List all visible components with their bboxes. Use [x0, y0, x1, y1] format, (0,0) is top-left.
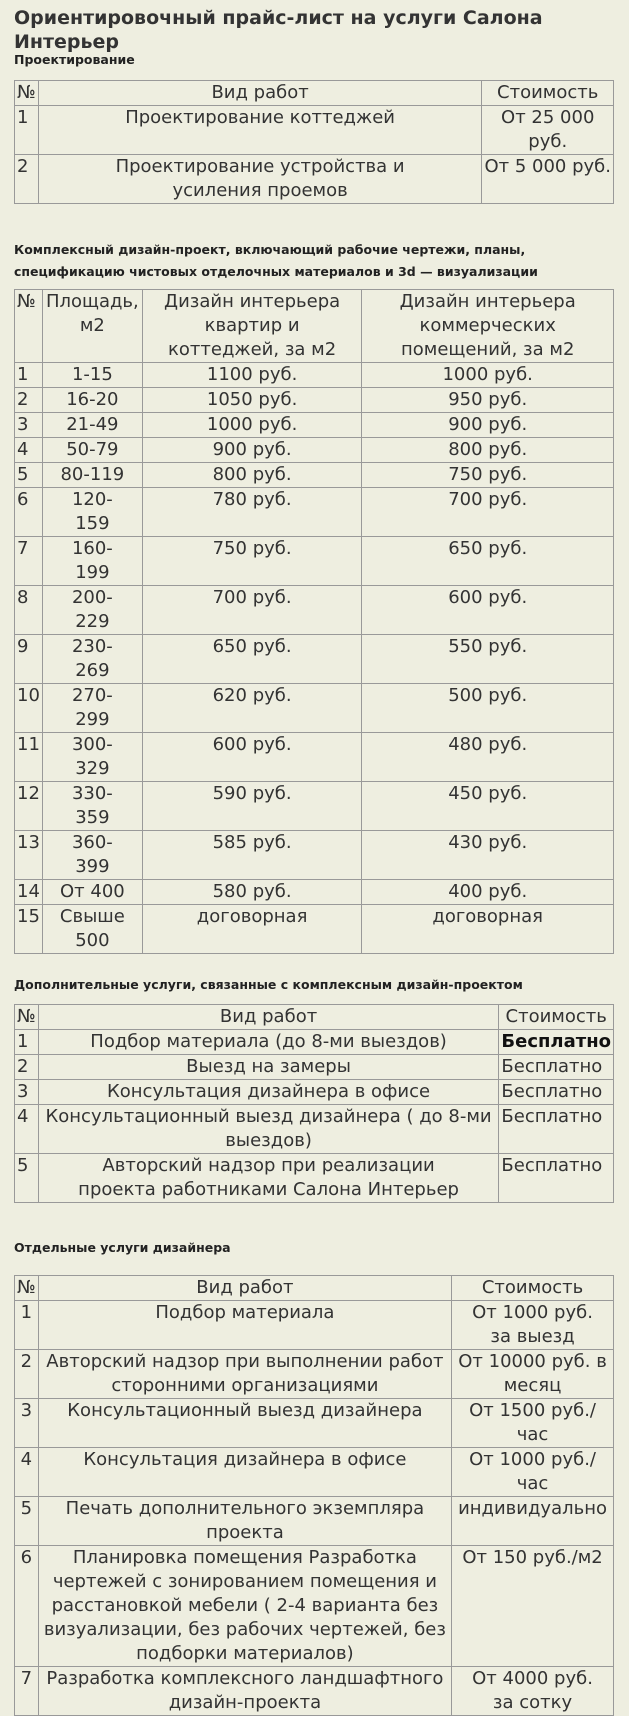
row-number: 1 [15, 363, 43, 388]
row-number: 3 [15, 413, 43, 438]
row-number: 4 [15, 438, 43, 463]
row-number: 15 [15, 905, 43, 954]
row-work: Подбор материала (до 8-ми выездов) [38, 1030, 499, 1055]
row-area: Свыше 500 [42, 905, 142, 954]
row-work: Проектирование устройства и усиления проемов [38, 155, 482, 204]
row-number: 5 [15, 1154, 39, 1203]
row-residential-price: 590 руб. [142, 782, 362, 831]
column-header-number: № [15, 81, 39, 106]
row-residential-price: 600 руб. [142, 733, 362, 782]
row-area: 50-79 [42, 438, 142, 463]
row-residential-price: 750 руб. [142, 537, 362, 586]
row-work: Консультационный выезд дизайнера ( до 8-ми выездов) [38, 1105, 499, 1154]
section-heading-separate: Отдельные услуги дизайнера [14, 1240, 231, 1255]
row-number: 6 [15, 1546, 39, 1667]
row-number: 14 [15, 880, 43, 905]
column-header-number: № [15, 1005, 39, 1030]
row-residential-price: 1050 руб. [142, 388, 362, 413]
row-residential-price: 585 руб. [142, 831, 362, 880]
row-number: 6 [15, 488, 43, 537]
table-row [15, 155, 614, 204]
row-area: 80-119 [42, 463, 142, 488]
table-row [15, 1448, 614, 1497]
row-area: 1-15 [42, 363, 142, 388]
table-row [15, 1350, 614, 1399]
table-row [15, 1301, 614, 1350]
row-number: 4 [15, 1105, 39, 1154]
row-price: От 10000 руб. в месяц [452, 1350, 614, 1399]
row-price: От 1000 руб. за выезд [452, 1301, 614, 1350]
row-work: Авторский надзор при выполнении работ сторонними организациями [38, 1350, 451, 1399]
table-row [15, 1154, 614, 1203]
row-price: Бесплатно [499, 1154, 614, 1203]
row-area: 21-49 [42, 413, 142, 438]
table-row [15, 1399, 614, 1448]
row-commercial-price: 600 руб. [362, 586, 614, 635]
row-number: 7 [15, 537, 43, 586]
row-residential-price: 900 руб. [142, 438, 362, 463]
table-row [15, 1105, 614, 1154]
row-number: 11 [15, 733, 43, 782]
row-commercial-price: 900 руб. [362, 413, 614, 438]
table-row [15, 1497, 614, 1546]
row-price: Бесплатно [499, 1055, 614, 1080]
row-work: Разработка комплексного ландшафтного дизайн-проекта [38, 1667, 451, 1716]
table-row [15, 106, 614, 155]
row-residential-price: договорная [142, 905, 362, 954]
row-price: От 4000 руб. за сотку [452, 1667, 614, 1716]
row-residential-price: 780 руб. [142, 488, 362, 537]
row-work: Печать дополнительного экземпляра проекта [38, 1497, 451, 1546]
row-number: 5 [15, 1497, 39, 1546]
row-number: 2 [15, 155, 39, 204]
table-row [15, 463, 614, 488]
row-number: 10 [15, 684, 43, 733]
row-residential-price: 1100 руб. [142, 363, 362, 388]
section-heading-additional: Дополнительные услуги, связанные с комплексным дизайн-проектом [14, 977, 523, 992]
row-number: 12 [15, 782, 43, 831]
table-row [15, 635, 614, 684]
row-number: 5 [15, 463, 43, 488]
row-number: 4 [15, 1448, 39, 1497]
row-number: 8 [15, 586, 43, 635]
row-number: 3 [15, 1399, 39, 1448]
row-area: 360-399 [42, 831, 142, 880]
row-commercial-price: 650 руб. [362, 537, 614, 586]
row-area: 16-20 [42, 388, 142, 413]
row-commercial-price: 700 руб. [362, 488, 614, 537]
row-number: 7 [15, 1667, 39, 1716]
row-residential-price: 580 руб. [142, 880, 362, 905]
row-commercial-price: 800 руб. [362, 438, 614, 463]
row-area: 200-229 [42, 586, 142, 635]
row-residential-price: 650 руб. [142, 635, 362, 684]
column-header-work: Вид работ [38, 81, 482, 106]
row-residential-price: 1000 руб. [142, 413, 362, 438]
row-area: 120-159 [42, 488, 142, 537]
row-work: Подбор материала [38, 1301, 451, 1350]
separate-services-table [14, 1275, 622, 1716]
row-commercial-price: 450 руб. [362, 782, 614, 831]
row-number: 1 [15, 106, 39, 155]
row-work: Консультация дизайнера в офисе [38, 1080, 499, 1105]
row-work: Планировка помещения Разработка чертежей с зонированием помещения и расстановкой мебели ( 2-4 варианта без визуализации, без рабочих чертежей, без подборки материалов) [38, 1546, 451, 1667]
row-price: От 25 000 руб. [482, 106, 614, 155]
row-number: 3 [15, 1080, 39, 1105]
row-price: От 1000 руб./ час [452, 1448, 614, 1497]
table-row [15, 684, 614, 733]
row-price: Бесплатно [499, 1105, 614, 1154]
row-residential-price: 700 руб. [142, 586, 362, 635]
column-header-number: № [15, 290, 43, 363]
table-row [15, 537, 614, 586]
table-row [15, 1546, 614, 1667]
row-commercial-price: 400 руб. [362, 880, 614, 905]
row-work: Консультационный выезд дизайнера [38, 1399, 451, 1448]
row-residential-price: 800 руб. [142, 463, 362, 488]
table-row [15, 488, 614, 537]
row-area: От 400 [42, 880, 142, 905]
complex-design-table [14, 289, 614, 954]
row-price: индивидуально [452, 1497, 614, 1546]
section-heading-complex: Комплексный дизайн-проект, включающий рабочие чертежи, планы, спецификацию чистовых отделочных материалов и 3d — визуализации [14, 242, 538, 279]
table-row [15, 363, 614, 388]
table-header-row [15, 1276, 614, 1301]
column-header-work: Вид работ [38, 1276, 451, 1301]
table-row [15, 438, 614, 463]
row-work: Выезд на замеры [38, 1055, 499, 1080]
row-work: Консультация дизайнера в офисе [38, 1448, 451, 1497]
table-row [15, 388, 614, 413]
row-area: 230-269 [42, 635, 142, 684]
row-commercial-price: 480 руб. [362, 733, 614, 782]
table-header-row [15, 290, 614, 363]
column-header-work: Вид работ [38, 1005, 499, 1030]
row-number: 1 [15, 1301, 39, 1350]
table-row [15, 586, 614, 635]
table-row [15, 1667, 614, 1716]
additional-services-table [14, 1004, 614, 1203]
row-commercial-price: 500 руб. [362, 684, 614, 733]
column-header-area: Площадь, м2 [42, 290, 142, 363]
table-row [15, 831, 614, 880]
row-price: От 5 000 руб. [482, 155, 614, 204]
column-header-price: Стоимость [482, 81, 614, 106]
design-price-table [14, 80, 614, 204]
table-row [15, 905, 614, 954]
table-row [15, 1055, 614, 1080]
row-work: Проектирование коттеджей [38, 106, 482, 155]
table-row [15, 413, 614, 438]
row-price: Бесплатно [499, 1080, 614, 1105]
table-row [15, 782, 614, 831]
table-row [15, 1030, 614, 1055]
table-row [15, 880, 614, 905]
row-area: 300-329 [42, 733, 142, 782]
row-number: 1 [15, 1030, 39, 1055]
column-header-price: Стоимость [499, 1005, 614, 1030]
row-area: 270-299 [42, 684, 142, 733]
row-number: 9 [15, 635, 43, 684]
row-number: 13 [15, 831, 43, 880]
page-title: Ориентировочный прайс-лист на услуги Салона Интерьер [14, 7, 543, 53]
row-commercial-price: 750 руб. [362, 463, 614, 488]
row-price: От 1500 руб./ час [452, 1399, 614, 1448]
column-header-residential: Дизайн интерьера квартир и коттеджей, за м2 [142, 290, 362, 363]
column-header-price: Стоимость [452, 1276, 614, 1301]
column-header-number: № [15, 1276, 39, 1301]
row-number: 2 [15, 1350, 39, 1399]
row-commercial-price: 1000 руб. [362, 363, 614, 388]
section-heading-design: Проектирование [14, 52, 135, 67]
table-header-row [15, 81, 614, 106]
table-row [15, 733, 614, 782]
row-price: Бесплатно [499, 1030, 614, 1055]
row-residential-price: 620 руб. [142, 684, 362, 733]
row-number: 2 [15, 388, 43, 413]
row-commercial-price: 430 руб. [362, 831, 614, 880]
row-commercial-price: договорная [362, 905, 614, 954]
row-price: От 150 руб./м2 [452, 1546, 614, 1667]
row-commercial-price: 950 руб. [362, 388, 614, 413]
table-header-row [15, 1005, 614, 1030]
column-header-commercial: Дизайн интерьера коммерческих помещений, за м2 [362, 290, 614, 363]
row-work: Авторский надзор при реализации проекта работниками Салона Интерьер [38, 1154, 499, 1203]
row-commercial-price: 550 руб. [362, 635, 614, 684]
row-area: 330-359 [42, 782, 142, 831]
row-number: 2 [15, 1055, 39, 1080]
row-area: 160-199 [42, 537, 142, 586]
table-row [15, 1080, 614, 1105]
